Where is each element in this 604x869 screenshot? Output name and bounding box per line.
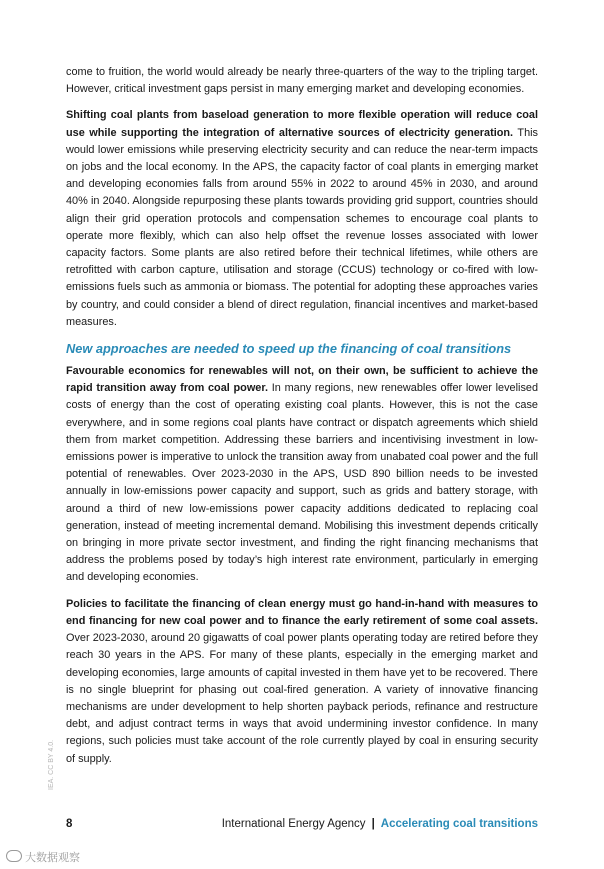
paragraph-3-lead: Favourable economics for renewables will not, on their own, be sufficient to achieve the rapid transition away from coal power.: [66, 365, 538, 395]
footer-credit: [222, 818, 538, 830]
paragraph-2-lead: Shifting coal plants from baseload generation to more flexible operation will reduce coal use while supporting the integration of alternative sources of electricity generation.: [66, 109, 538, 139]
watermark: [6, 849, 80, 865]
section-heading: New approaches are needed to speed up the financing of coal transitions: [66, 341, 512, 357]
page-number: 8: [66, 818, 73, 830]
paragraph-3: [66, 363, 538, 587]
paragraph-4-text: Over 2023-2030, around 20 gigawatts of coal power plants operating today are retired before they reach 30 years in the APS. For many of these plants, especially in the emerging market and developing economies, large amounts of capital invested in them have yet to be recovered. There is no single blueprint for phasing out coal-fired generation. A variety of innovative financing mechanisms are under development to help shorten payback periods, refinance and restructure debt, and adjust contract terms in ways that avoid undermining investor confidence. In many regions, such policies must take account of the role currently played by coal in ensuring security of supply.: [66, 632, 538, 765]
watermark-logo-icon: [6, 850, 22, 862]
paragraph-2: [66, 107, 538, 331]
paragraph-1: [66, 64, 538, 98]
paragraph-2-text: This would lower emissions while preserving electricity security and can reduce the near-term impacts on jobs and the local economy. In the APS, the capacity factor of coal plants in emerging market and developing economies falls from around 55% in 2022 to around 45% in 2030, and around 40% in 2040. Alongside repurposing these plants towards providing grid support, countries should align their grid operation protocols and compensation schemes to encourage coal plants to operate more flexibly, which can also help offset the revenue losses associated with lower capacity factors. Some plants are also retired before their technical lifetimes, while others are retrofitted with carbon capture, utilisation and storage (CCUS) technology or co-fired with low-emissions fuels such as ammonia or biomass. The potential for adopting these approaches varies by country, and could consider a blend of direct regulation, financial incentives and market-based measures.: [66, 126, 538, 328]
report-title: Accelerating coal transitions: [380, 818, 538, 830]
organization-name: International Energy Agency: [221, 818, 366, 830]
paragraph-3-text: In many regions, new renewables offer lower levelised costs of energy than the cost of operating existing coal plants. However, this is not the case everywhere, and in some regions coal plants have contract or dispatch agreements which shield them from market competition. Addressing these barriers and incentivising investment in low-emissions power is imperative to unlock the transition away from unabated coal power and the full potential of renewables. Over 2023-2030 in the APS, USD 890 billion needs to be invested annually in low-emissions power capacity and support, such as grids and battery storage, with around a third of new low-emissions power capacity additions dedicated to replacing coal generation, instead of meeting incremental demand. Mobilising this investment depends critically on bringing in more private sector investment, and finding the right financing mechanisms that address the problems posed by today’s high interest rate environment, particularly in emerging and developing economies.: [66, 382, 539, 584]
license-notice: IEA. CC BY 4.0.: [48, 739, 55, 790]
paragraph-4: [66, 596, 538, 768]
page-body: [66, 64, 538, 777]
watermark-text: 大数据观察: [25, 852, 80, 864]
page-footer: [66, 818, 538, 834]
paragraph-1-text: come to fruition, the world would already be nearly three-quarters of the way to the tripling target. However, critical investment gaps persist in many emerging market and developing economies.: [66, 66, 538, 96]
paragraph-4-lead: Policies to facilitate the financing of clean energy must go hand-in-hand with measures to end financing for new coal power and to finance the early retirement of some coal assets.: [66, 597, 538, 627]
footer-separator: |: [371, 818, 375, 830]
